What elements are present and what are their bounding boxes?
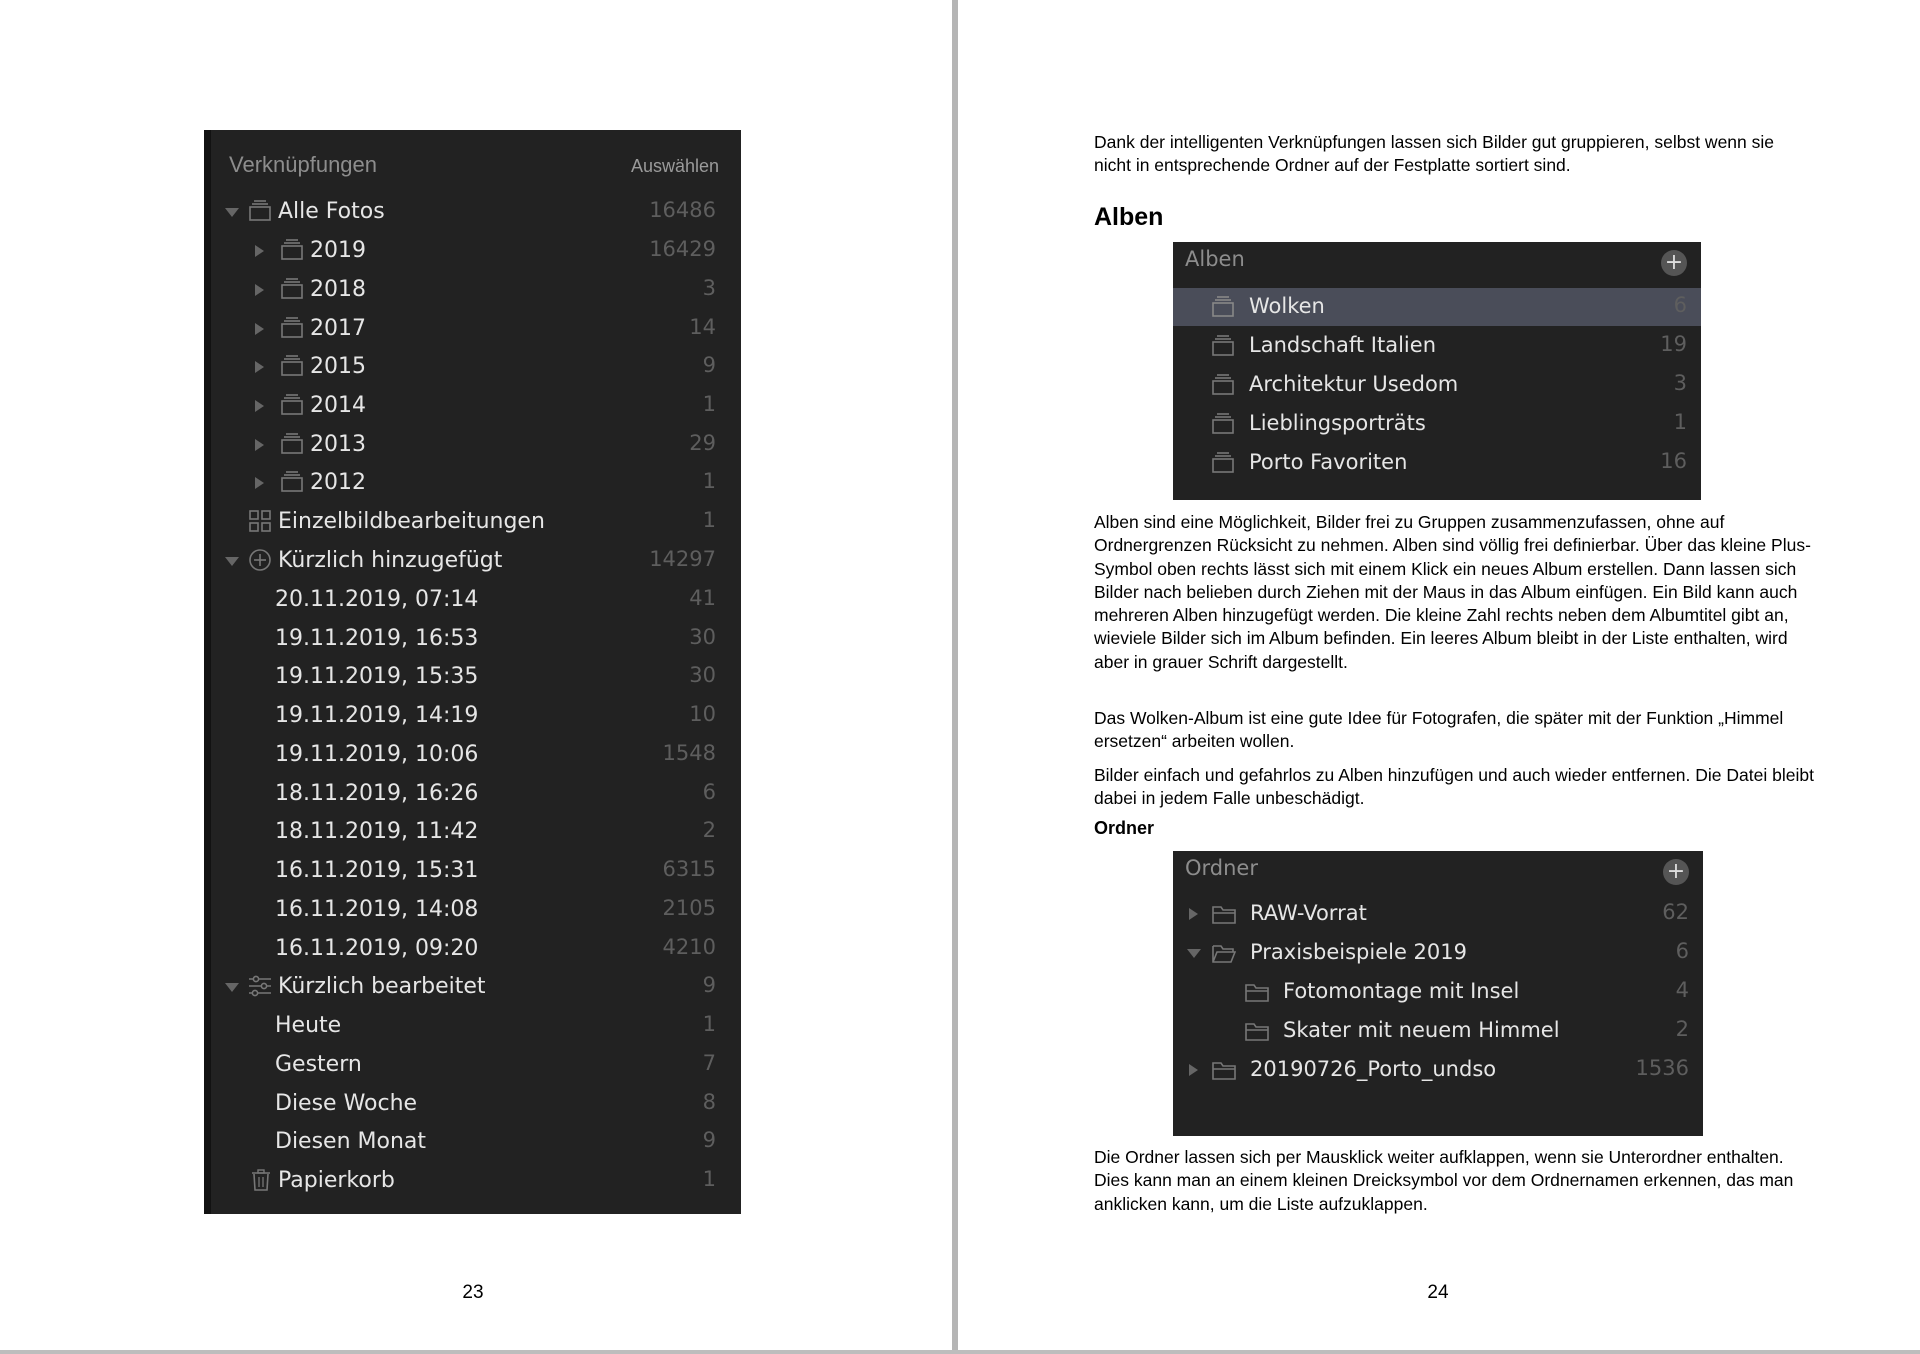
album-stack-icon xyxy=(280,394,304,416)
tree-row-year[interactable] xyxy=(211,270,741,308)
disclosure-down-icon[interactable] xyxy=(1187,949,1201,958)
intro-paragraph: Dank der intelligenten Verknüpfungen lassen sich Bilder gut gruppieren, selbst wenn sie nicht in entsprechende Ordner auf der Festplatte sortiert sind. xyxy=(1094,132,1775,176)
subfolder-row[interactable] xyxy=(1173,1012,1703,1050)
tree-row-period[interactable] xyxy=(211,1084,741,1122)
tree-row-date[interactable] xyxy=(211,851,741,889)
tree-row-label: Gestern xyxy=(275,1052,362,1077)
tree-row-label: Alle Fotos xyxy=(278,199,385,224)
wolken-paragraph: Das Wolken-Album ist eine gute Idee für Fotografen, die später mit der Funktion „Himmel ersetzen“ arbeiten wollen. xyxy=(1094,708,1784,752)
album-stack-icon xyxy=(280,317,304,339)
tree-row-date[interactable] xyxy=(211,696,741,734)
tree-row-label: Einzelbildbearbeitungen xyxy=(278,509,545,534)
album-label: Landschaft Italien xyxy=(1249,333,1437,357)
tree-row-count: 1 xyxy=(702,469,716,493)
tree-row-count: 6315 xyxy=(662,857,716,881)
tree-row-period[interactable] xyxy=(211,1006,741,1044)
tree-row-count: 1 xyxy=(702,508,716,532)
left-page xyxy=(0,0,952,1354)
tree-row-count: 29 xyxy=(689,431,716,455)
folder-row[interactable] xyxy=(1173,895,1703,933)
tree-row-label: 2012 xyxy=(310,470,366,495)
folders-panel-title: Ordner xyxy=(1185,856,1258,880)
album-stack-icon xyxy=(1211,296,1235,318)
album-stack-icon xyxy=(1211,335,1235,357)
folder-icon xyxy=(1245,981,1269,1003)
album-label: Lieblingsporträts xyxy=(1249,411,1426,435)
tree-row-count: 9 xyxy=(702,973,716,997)
albums-paragraph: Alben sind eine Möglichkeit, Bilder frei zu Gruppen zusammenzufassen, ohne auf Ordnergrenzen Rücksicht zu nehmen. Alben sind völlig frei definierbar. Über das kleine Plus-Symbol oben rechts lässt sich mit einem Klick ein neues Album erstellen. Dann lassen sich Bilder nach belieben durch Ziehen mit der Maus in das Album einfügen. Ein Bild kann auch mehreren Alben hinzugefügt werden. Die kleine Zahl rechts neben dem Albumtitel gibt an, wieviele Bilder sich im Album befinden. Ein leeres Album bleibt in der Liste enthalten, wird aber in grauer Schrift dargestellt. xyxy=(1094,512,1811,672)
add-album-button[interactable]: + xyxy=(1661,250,1687,276)
album-row[interactable] xyxy=(1173,444,1701,482)
tree-row-label: 2019 xyxy=(310,238,366,263)
album-stack-icon xyxy=(1211,452,1235,474)
albums-panel-title: Alben xyxy=(1185,247,1245,271)
folder-count: 1536 xyxy=(1635,1056,1689,1080)
tree-row-label: 16.11.2019, 09:20 xyxy=(275,936,479,961)
panel-title: Verknüpfungen xyxy=(229,152,378,177)
disclosure-down-icon[interactable] xyxy=(225,557,239,566)
shortcuts-panel xyxy=(204,130,741,1214)
albums-panel xyxy=(1173,242,1701,500)
album-count: 1 xyxy=(1673,410,1687,434)
tree-row-label: Kürzlich bearbeitet xyxy=(278,974,486,999)
disclosure-right-icon[interactable] xyxy=(255,323,264,335)
plus-circle-icon xyxy=(248,549,272,571)
album-count: 19 xyxy=(1660,332,1687,356)
tree-row-recently-added[interactable] xyxy=(211,541,741,579)
tree-row-date[interactable] xyxy=(211,929,741,967)
tree-row-count: 30 xyxy=(689,663,716,687)
album-row[interactable] xyxy=(1173,366,1701,404)
tree-row-count: 10 xyxy=(689,702,716,726)
album-stack-icon xyxy=(248,200,272,222)
tree-row-label: Kürzlich hinzugefügt xyxy=(278,548,503,573)
album-count: 6 xyxy=(1673,293,1687,317)
album-label: Wolken xyxy=(1249,294,1325,318)
tree-row-count: 30 xyxy=(689,625,716,649)
tree-row-count: 1548 xyxy=(662,741,716,765)
tree-row-label: 2013 xyxy=(310,432,366,457)
album-stack-icon xyxy=(1211,413,1235,435)
tree-row-period[interactable] xyxy=(211,1045,741,1083)
album-stack-icon xyxy=(280,278,304,300)
folders-paragraph: Die Ordner lassen sich per Mausklick weiter aufklappen, wenn sie Unterordner enthalten. Dies kann man an einem kleinen Dreicksymbol vor dem Ordnernamen erkennen, das man anklicken kann, um die Liste aufzuklappen. xyxy=(1094,1147,1794,1214)
disclosure-right-icon[interactable] xyxy=(255,361,264,373)
album-row[interactable] xyxy=(1173,327,1701,365)
folder-count: 2 xyxy=(1675,1017,1689,1041)
tree-row-year[interactable] xyxy=(211,463,741,501)
tree-row-count: 9 xyxy=(702,353,716,377)
tree-row-count: 7 xyxy=(702,1051,716,1075)
trash-icon xyxy=(250,1169,274,1191)
tree-row-date[interactable] xyxy=(211,619,741,657)
tree-row-label: Diese Woche xyxy=(275,1091,418,1116)
folder-open-icon xyxy=(1212,942,1236,964)
tree-row-label: Heute xyxy=(275,1013,342,1038)
tree-row-label: 2015 xyxy=(310,354,366,379)
tree-row-date[interactable] xyxy=(211,657,741,695)
folder-count: 62 xyxy=(1662,900,1689,924)
tree-row-label: 16.11.2019, 14:08 xyxy=(275,897,479,922)
album-row-selected[interactable] xyxy=(1173,288,1701,326)
disclosure-right-icon[interactable] xyxy=(255,284,264,296)
tree-row-date[interactable] xyxy=(211,580,741,618)
folder-label: Fotomontage mit Insel xyxy=(1283,979,1520,1003)
tree-row-year[interactable] xyxy=(211,309,741,347)
tree-row-count: 1 xyxy=(702,1012,716,1036)
disclosure-down-icon[interactable] xyxy=(225,208,239,217)
folders-panel xyxy=(1173,851,1703,1136)
folder-label: Praxisbeispiele 2019 xyxy=(1250,940,1467,964)
tree-row-period[interactable] xyxy=(211,1122,741,1160)
sliders-icon xyxy=(248,975,272,997)
album-stack-icon xyxy=(1211,374,1235,396)
tree-row-count: 16429 xyxy=(649,237,716,261)
tree-row-label: 2018 xyxy=(310,277,366,302)
album-label: Porto Favoriten xyxy=(1249,450,1408,474)
disclosure-down-icon[interactable] xyxy=(225,983,239,992)
grid-icon xyxy=(248,510,272,532)
tree-row-label: 19.11.2019, 15:35 xyxy=(275,664,479,689)
tree-row-label: Diesen Monat xyxy=(275,1129,427,1154)
album-label: Architektur Usedom xyxy=(1249,372,1459,396)
tree-row-count: 14 xyxy=(689,315,716,339)
album-stack-icon xyxy=(280,471,304,493)
album-stack-icon xyxy=(280,239,304,261)
tree-row-label: 19.11.2019, 14:19 xyxy=(275,703,479,728)
tree-row-count: 16486 xyxy=(649,198,716,222)
section-heading-alben: Alben xyxy=(1094,203,1164,231)
page-number: 24 xyxy=(1427,1282,1449,1303)
tree-row-count: 9 xyxy=(702,1128,716,1152)
tree-row-label: 2014 xyxy=(310,393,366,418)
tree-row-count: 41 xyxy=(689,586,716,610)
folder-row-expanded[interactable] xyxy=(1173,934,1703,972)
right-page xyxy=(958,0,1920,1354)
folder-icon xyxy=(1212,903,1236,925)
tree-row-label: 18.11.2019, 11:42 xyxy=(275,819,479,844)
disclosure-right-icon[interactable] xyxy=(255,477,264,489)
tree-row-date[interactable] xyxy=(211,812,741,850)
album-count: 16 xyxy=(1660,449,1687,473)
tree-row-label: 19.11.2019, 10:06 xyxy=(275,742,479,767)
album-count: 3 xyxy=(1673,371,1687,395)
panel-header xyxy=(229,152,719,182)
tree-row-date[interactable] xyxy=(211,774,741,812)
subfolder-row[interactable] xyxy=(1173,973,1703,1011)
tree-row-recently-edited[interactable] xyxy=(211,967,741,1005)
tree-row-count: 1 xyxy=(702,1167,716,1191)
tree-row-date[interactable] xyxy=(211,890,741,928)
page-number: 23 xyxy=(462,1282,484,1303)
select-button[interactable]: Auswählen xyxy=(630,156,719,176)
disclosure-right-icon[interactable] xyxy=(1189,908,1198,920)
safety-paragraph: Bilder einfach und gefahrlos zu Alben hinzufügen und auch wieder entfernen. Die Datei bleibt dabei in jedem Falle unbeschädigt. xyxy=(1094,765,1814,809)
tree-row-count: 2 xyxy=(702,818,716,842)
album-stack-icon xyxy=(280,355,304,377)
add-folder-button[interactable]: + xyxy=(1663,859,1689,885)
tree-row-year[interactable] xyxy=(211,347,741,385)
tree-row-count: 4210 xyxy=(662,935,716,959)
folder-count: 6 xyxy=(1675,939,1689,963)
tree-row-all-photos[interactable] xyxy=(211,192,741,230)
tree-row-label: 20.11.2019, 07:14 xyxy=(275,587,479,612)
tree-row-year[interactable] xyxy=(211,231,741,269)
tree-row-label: Papierkorb xyxy=(278,1168,395,1193)
tree-row-single-edits[interactable] xyxy=(211,502,741,540)
folder-label: RAW-Vorrat xyxy=(1250,901,1367,925)
tree-row-count: 1 xyxy=(702,392,716,416)
folder-icon xyxy=(1212,1059,1236,1081)
tree-row-count: 14297 xyxy=(649,547,716,571)
tree-row-label: 18.11.2019, 16:26 xyxy=(275,781,479,806)
tree-row-year[interactable] xyxy=(211,386,741,424)
tree-row-year[interactable] xyxy=(211,425,741,463)
folder-count: 4 xyxy=(1675,978,1689,1002)
tree-row-label: 16.11.2019, 15:31 xyxy=(275,858,479,883)
tree-row-label: 2017 xyxy=(310,316,366,341)
tree-row-count: 6 xyxy=(702,780,716,804)
folder-label: 20190726_Porto_undso xyxy=(1250,1057,1497,1081)
disclosure-right-icon[interactable] xyxy=(255,439,264,451)
folder-row[interactable] xyxy=(1173,1051,1703,1089)
album-row[interactable] xyxy=(1173,405,1701,443)
folder-icon xyxy=(1245,1020,1269,1042)
tree-row-count: 3 xyxy=(702,276,716,300)
tree-row-date[interactable] xyxy=(211,735,741,773)
tree-row-trash[interactable] xyxy=(211,1161,741,1199)
tree-row-count: 2105 xyxy=(662,896,716,920)
disclosure-right-icon[interactable] xyxy=(1189,1064,1198,1076)
folder-label: Skater mit neuem Himmel xyxy=(1283,1018,1560,1042)
bottom-edge xyxy=(0,1350,1920,1354)
disclosure-right-icon[interactable] xyxy=(255,245,264,257)
album-stack-icon xyxy=(280,433,304,455)
tree-row-label: 19.11.2019, 16:53 xyxy=(275,626,479,651)
disclosure-right-icon[interactable] xyxy=(255,400,264,412)
section-heading-ordner: Ordner xyxy=(1094,818,1155,838)
tree-row-count: 8 xyxy=(702,1090,716,1114)
